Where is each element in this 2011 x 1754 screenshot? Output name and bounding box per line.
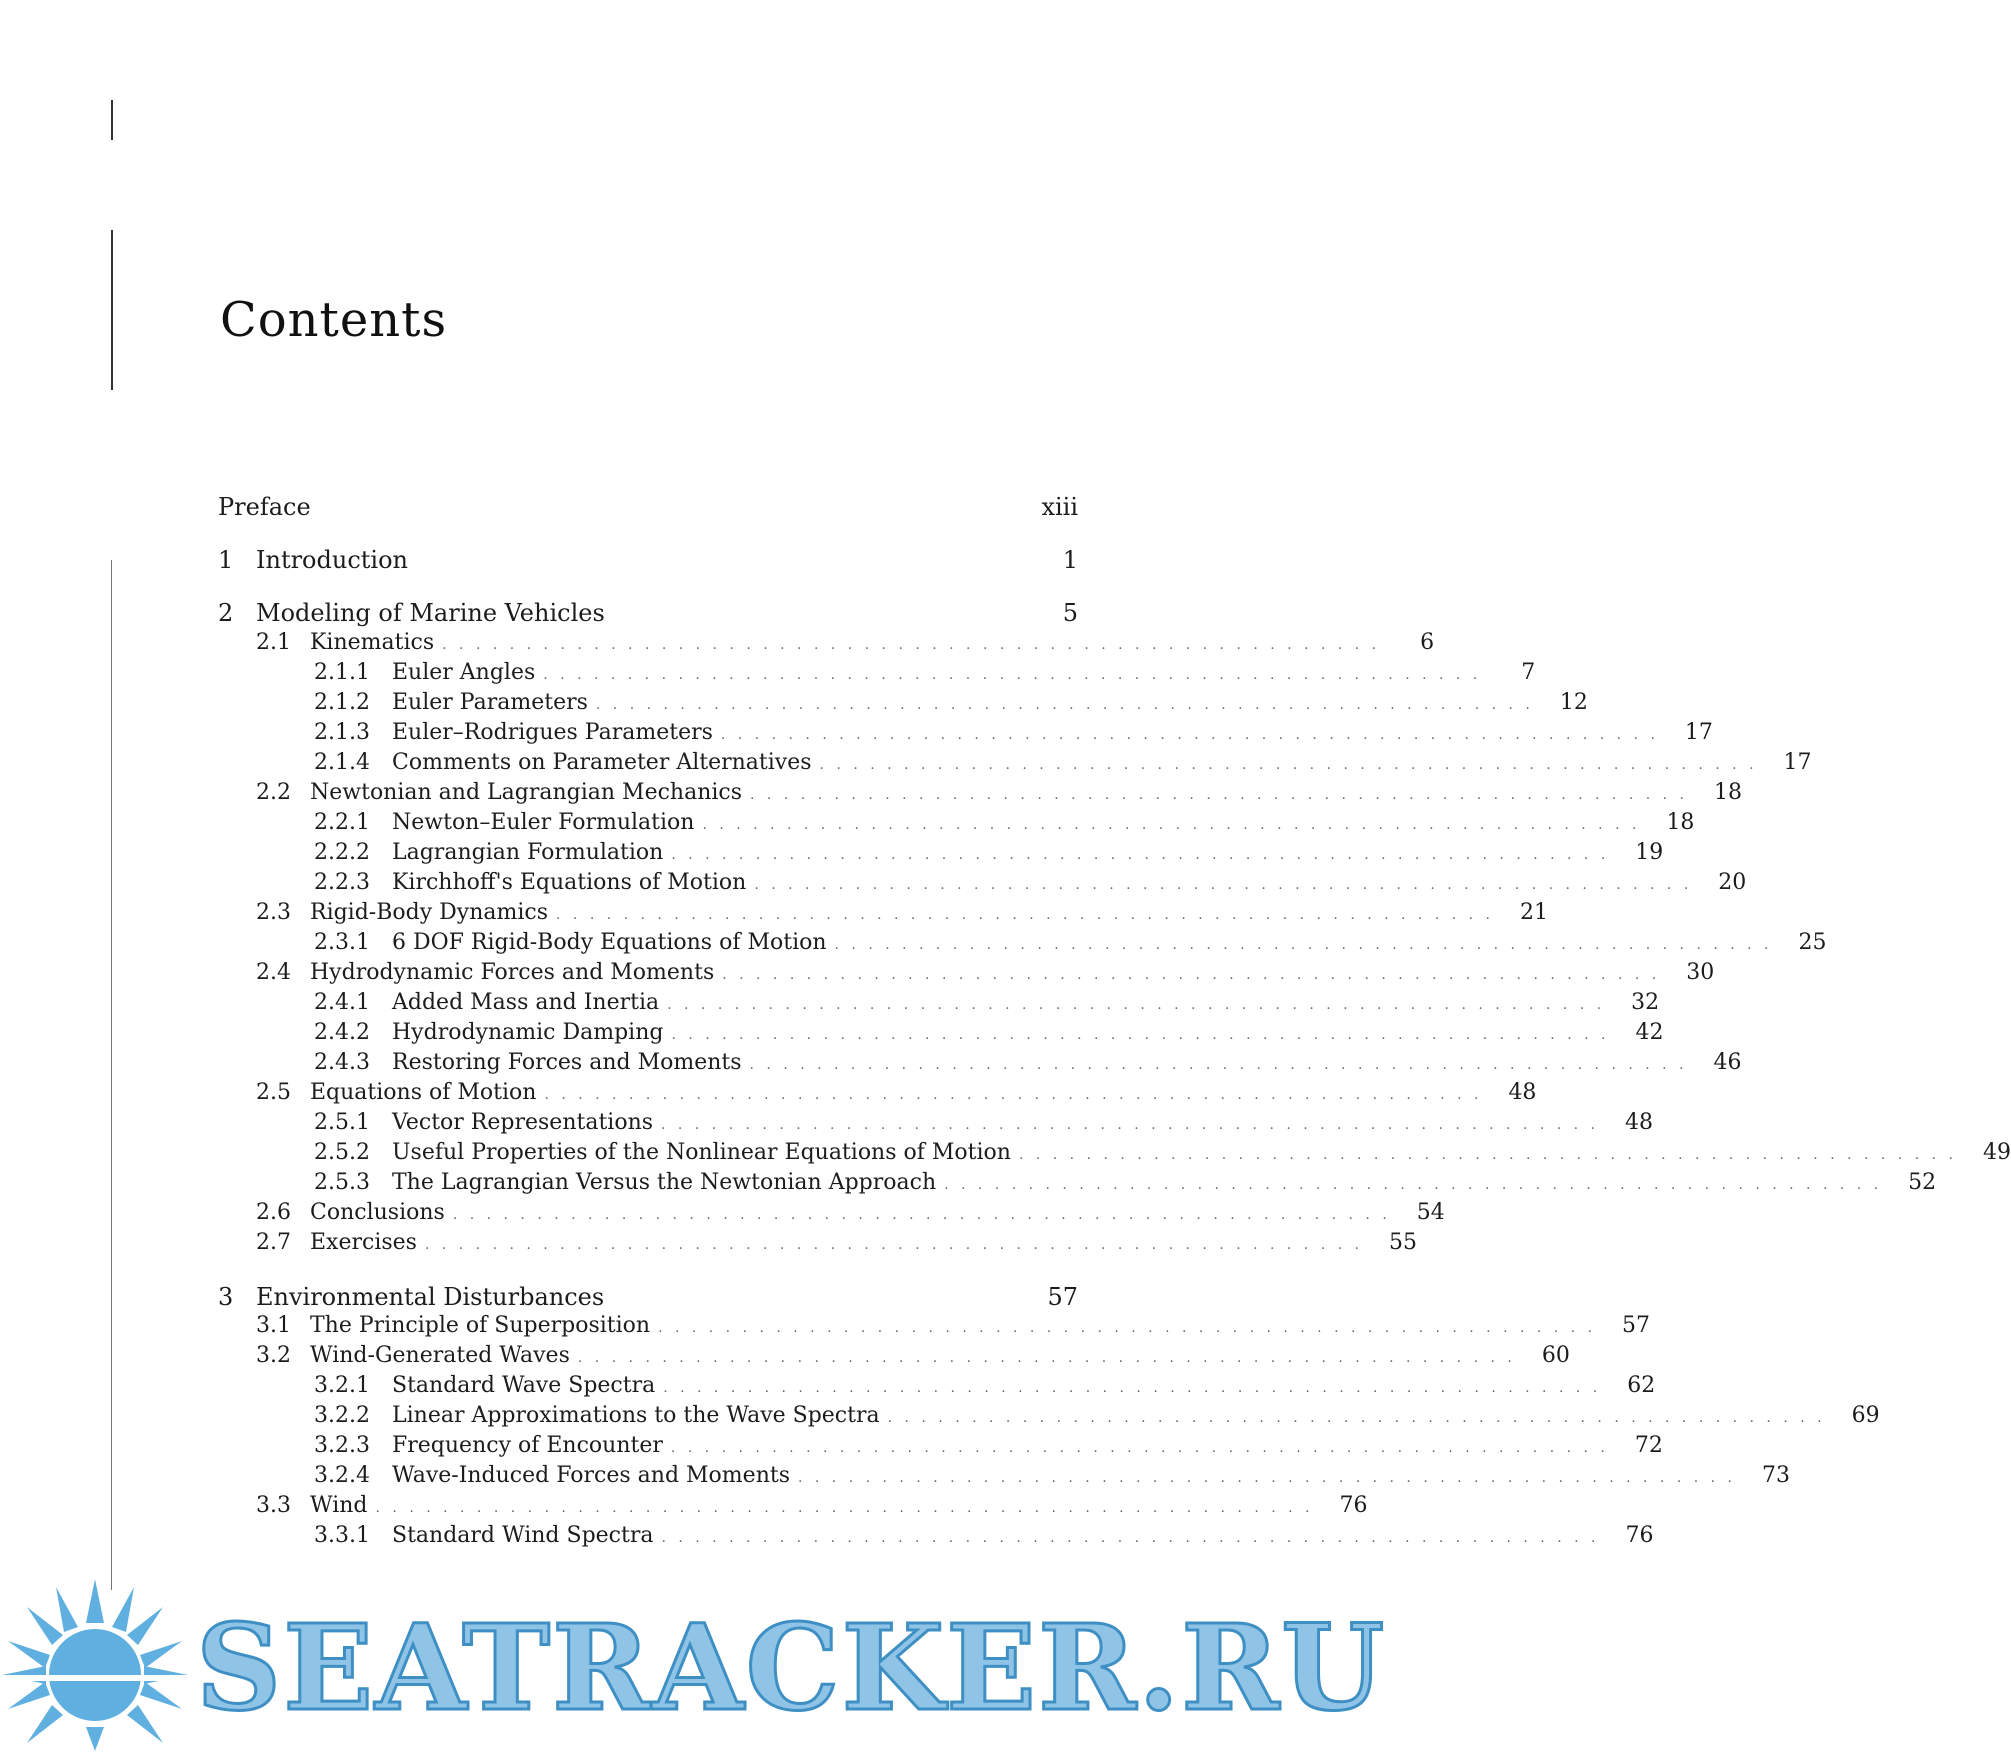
toc-entry-title: Equations of Motion bbox=[310, 1080, 537, 1105]
toc-leader-dots bbox=[835, 937, 1773, 953]
toc-entry-number: 2.2.1 bbox=[314, 810, 370, 835]
toc-leader-dots bbox=[376, 1500, 1314, 1516]
toc-page-number: 57 bbox=[1622, 1313, 1651, 1338]
toc-entry-number: 3.3.1 bbox=[314, 1523, 370, 1548]
toc-leader-dots bbox=[453, 1207, 1391, 1223]
toc-entry-title: Standard Wind Spectra bbox=[392, 1523, 654, 1548]
toc-subsection[interactable] bbox=[218, 750, 1812, 780]
toc-subsection[interactable] bbox=[218, 930, 1827, 960]
toc-entry-number: 2.2.2 bbox=[314, 840, 370, 865]
toc-page-number: 49 bbox=[1982, 1140, 2011, 1165]
toc-entry-title: Added Mass and Inertia bbox=[392, 990, 660, 1015]
toc-page-number: 62 bbox=[1627, 1373, 1656, 1398]
toc-leader-dots bbox=[543, 667, 1481, 683]
toc-section[interactable] bbox=[218, 900, 1548, 930]
toc-entry-title: Euler Angles bbox=[392, 660, 536, 685]
toc-section[interactable] bbox=[218, 1080, 1537, 1110]
toc-page-number: 76 bbox=[1625, 1523, 1654, 1548]
toc-entry-title: Hydrodynamic Damping bbox=[392, 1020, 664, 1045]
toc-leader-dots bbox=[671, 847, 1609, 863]
toc-page-number: 5 bbox=[1062, 599, 1078, 627]
toc-entry-number: 2.5.2 bbox=[314, 1140, 370, 1165]
toc-entry-number: 3.2.2 bbox=[314, 1403, 370, 1428]
toc-entry-title: Standard Wave Spectra bbox=[392, 1373, 656, 1398]
toc-entry-number: 2.4 bbox=[256, 960, 291, 985]
toc-entry-number: 2.3.1 bbox=[314, 930, 370, 955]
toc-entry-number: 2.4.3 bbox=[314, 1050, 370, 1075]
toc-subsection[interactable] bbox=[218, 810, 1695, 840]
toc-leader-dots bbox=[578, 1350, 1516, 1366]
toc-chapter[interactable] bbox=[218, 546, 1078, 576]
toc-leader-dots bbox=[888, 1410, 1826, 1426]
toc-section[interactable] bbox=[218, 630, 1435, 660]
toc-subsection[interactable] bbox=[218, 1373, 1656, 1403]
toc-entry-number: 2.2 bbox=[256, 780, 291, 805]
toc-entry-title: Linear Approximations to the Wave Spectra bbox=[392, 1403, 880, 1428]
toc-subsection[interactable] bbox=[218, 990, 1660, 1020]
toc-leader-dots bbox=[820, 757, 1758, 773]
sun-icon bbox=[0, 1575, 190, 1754]
toc-chapter-title: Environmental Disturbances bbox=[256, 1283, 605, 1311]
page-title: Contents bbox=[220, 292, 448, 348]
toc-entry-title: Newton–Euler Formulation bbox=[392, 810, 695, 835]
toc-entry-number: 3.3 bbox=[256, 1493, 291, 1518]
toc-chapter-number: 3 bbox=[218, 1283, 234, 1311]
toc-subsection[interactable] bbox=[218, 690, 1588, 720]
toc-page-number: 19 bbox=[1635, 840, 1664, 865]
toc-page-number: 73 bbox=[1761, 1463, 1790, 1488]
toc-page-number: 21 bbox=[1520, 900, 1548, 925]
toc-subsection[interactable] bbox=[218, 660, 1536, 690]
toc-entry-title: Frequency of Encounter bbox=[392, 1433, 663, 1458]
toc-leader-dots bbox=[1019, 1147, 1957, 1163]
toc-entry-number: 2.7 bbox=[256, 1230, 291, 1255]
toc-entry-number: 2.1.3 bbox=[314, 720, 370, 745]
toc-entry-title: Wave-Induced Forces and Moments bbox=[392, 1463, 790, 1488]
toc-entry-title: The Principle of Superposition bbox=[310, 1313, 651, 1338]
toc-page-number: 55 bbox=[1388, 1230, 1417, 1255]
toc-subsection[interactable] bbox=[218, 1140, 2011, 1170]
toc-page-number: 18 bbox=[1714, 780, 1742, 805]
toc-leader-dots bbox=[661, 1530, 1599, 1546]
toc-leader-dots bbox=[798, 1470, 1736, 1486]
toc-entry-number: 2.3 bbox=[256, 900, 291, 925]
toc-entry-title: Restoring Forces and Moments bbox=[392, 1050, 742, 1075]
toc-subsection[interactable] bbox=[218, 1403, 1880, 1433]
toc-page-number: 20 bbox=[1718, 870, 1747, 895]
toc-entry-title: Exercises bbox=[310, 1230, 417, 1255]
toc-chapter[interactable] bbox=[218, 599, 1078, 629]
toc-section[interactable] bbox=[218, 960, 1715, 990]
toc-leader-dots bbox=[702, 817, 1640, 833]
toc-chapter-title: Introduction bbox=[256, 546, 408, 574]
toc-entry-number: 3.2.4 bbox=[314, 1463, 370, 1488]
toc-leader-dots bbox=[596, 697, 1534, 713]
toc-section[interactable] bbox=[218, 1313, 1651, 1343]
toc-entry-title: Kirchhoff's Equations of Motion bbox=[392, 870, 747, 895]
toc-subsection[interactable] bbox=[218, 1020, 1664, 1050]
toc-leader-dots bbox=[661, 1117, 1599, 1133]
toc-entry-title: Wind-Generated Waves bbox=[310, 1343, 570, 1368]
toc-leader-dots bbox=[721, 727, 1659, 743]
toc-entry-number: 2.4.1 bbox=[314, 990, 370, 1015]
toc-subsection[interactable] bbox=[218, 1463, 1790, 1493]
toc-page-number: 76 bbox=[1339, 1493, 1368, 1518]
toc-page-number: 57 bbox=[1047, 1283, 1078, 1311]
toc-page-number: 32 bbox=[1631, 990, 1660, 1015]
toc-section[interactable] bbox=[218, 1200, 1445, 1230]
toc-entry-number: 2.6 bbox=[256, 1200, 291, 1225]
toc-leader-dots bbox=[663, 1380, 1601, 1396]
toc-subsection[interactable] bbox=[218, 720, 1713, 750]
toc-page-number: 12 bbox=[1559, 690, 1588, 715]
toc-page-number: 6 bbox=[1420, 630, 1435, 655]
toc-entry-number: 2.5 bbox=[256, 1080, 291, 1105]
toc-section[interactable] bbox=[218, 780, 1742, 810]
toc-entry-title: Lagrangian Formulation bbox=[392, 840, 664, 865]
watermark-text: SEATRACKER.RU bbox=[196, 1598, 1387, 1737]
toc-chapter-title: Modeling of Marine Vehicles bbox=[256, 599, 605, 627]
scan-edge-mark bbox=[111, 230, 113, 390]
toc-leader-dots bbox=[544, 1087, 1482, 1103]
toc-chapter-number: 1 bbox=[218, 546, 234, 574]
toc-leader-dots bbox=[425, 1237, 1363, 1253]
toc-page-number: 18 bbox=[1666, 810, 1695, 835]
toc-leader-dots bbox=[754, 877, 1692, 893]
toc-entry-title: Wind bbox=[310, 1493, 368, 1518]
toc-entry-title: Rigid-Body Dynamics bbox=[310, 900, 549, 925]
scan-edge-mark bbox=[111, 100, 113, 140]
scan-edge-mark bbox=[111, 560, 112, 1590]
toc-entry-number: 2.1 bbox=[256, 630, 291, 655]
toc-section[interactable] bbox=[218, 1493, 1368, 1523]
toc-entry-title: Euler–Rodrigues Parameters bbox=[392, 720, 713, 745]
toc-leader-dots bbox=[750, 1057, 1688, 1073]
toc-subsection[interactable] bbox=[218, 1050, 1742, 1080]
toc-page-number: 69 bbox=[1851, 1403, 1880, 1428]
toc-entry-title: Kinematics bbox=[310, 630, 435, 655]
toc-page-number: 46 bbox=[1713, 1050, 1742, 1075]
toc-preface-label: Preface bbox=[218, 493, 311, 521]
toc-leader-dots bbox=[667, 997, 1605, 1013]
toc-subsection[interactable] bbox=[218, 1170, 1937, 1200]
toc-page-number: 7 bbox=[1521, 660, 1536, 685]
toc-page-number: 17 bbox=[1783, 750, 1812, 775]
toc-page-number: 52 bbox=[1908, 1170, 1937, 1195]
toc-entry-number: 2.1.1 bbox=[314, 660, 370, 685]
toc-leader-dots bbox=[658, 1320, 1596, 1336]
toc-leader-dots bbox=[556, 907, 1494, 923]
toc-page-number: xiii bbox=[1041, 493, 1078, 521]
toc-entry-title: Comments on Parameter Alternatives bbox=[392, 750, 812, 775]
toc-leader-dots bbox=[944, 1177, 1882, 1193]
toc-entry-number: 2.5.1 bbox=[314, 1110, 370, 1135]
toc-subsection[interactable] bbox=[218, 840, 1664, 870]
toc-entry-number: 2.1.4 bbox=[314, 750, 370, 775]
toc-section[interactable] bbox=[218, 1343, 1570, 1373]
toc-preface[interactable] bbox=[218, 493, 1078, 523]
toc-subsection[interactable] bbox=[218, 870, 1747, 900]
toc-entry-number: 3.2.1 bbox=[314, 1373, 370, 1398]
toc-page-number: 17 bbox=[1684, 720, 1713, 745]
toc-leader-dots bbox=[671, 1440, 1609, 1456]
toc-entry-title: Useful Properties of the Nonlinear Equations of Motion bbox=[392, 1140, 1011, 1165]
toc-entry-number: 2.1.2 bbox=[314, 690, 370, 715]
toc-entry-title: Newtonian and Lagrangian Mechanics bbox=[310, 780, 743, 805]
toc-page-number: 48 bbox=[1625, 1110, 1654, 1135]
toc-section[interactable] bbox=[218, 1230, 1417, 1260]
toc-leader-dots bbox=[671, 1027, 1609, 1043]
toc-page-number: 72 bbox=[1634, 1433, 1663, 1458]
toc-chapter[interactable] bbox=[218, 1283, 1078, 1313]
toc-page-number: 25 bbox=[1798, 930, 1827, 955]
toc-entry-title: Euler Parameters bbox=[392, 690, 588, 715]
toc-page-number: 1 bbox=[1062, 546, 1078, 574]
toc-entry-number: 3.2 bbox=[256, 1343, 291, 1368]
toc-page-number: 42 bbox=[1635, 1020, 1664, 1045]
toc-chapter-number: 2 bbox=[218, 599, 234, 627]
toc-entry-title: Hydrodynamic Forces and Moments bbox=[310, 960, 715, 985]
toc-subsection[interactable] bbox=[218, 1433, 1663, 1463]
toc-entry-number: 3.1 bbox=[256, 1313, 291, 1338]
toc-entry-title: 6 DOF Rigid-Body Equations of Motion bbox=[392, 930, 827, 955]
toc-entry-number: 2.4.2 bbox=[314, 1020, 370, 1045]
toc-leader-dots bbox=[722, 967, 1660, 983]
toc-subsection[interactable] bbox=[218, 1110, 1654, 1140]
toc-subsection[interactable] bbox=[218, 1523, 1654, 1553]
toc-entry-number: 2.2.3 bbox=[314, 870, 370, 895]
toc-entry-title: Vector Representations bbox=[392, 1110, 654, 1135]
toc-entry-title: The Lagrangian Versus the Newtonian Approach bbox=[392, 1170, 937, 1195]
toc-entry-number: 3.2.3 bbox=[314, 1433, 370, 1458]
toc-leader-dots bbox=[750, 787, 1688, 803]
toc-entry-title: Conclusions bbox=[310, 1200, 445, 1225]
toc-page-number: 30 bbox=[1686, 960, 1715, 985]
toc-page-number: 54 bbox=[1416, 1200, 1445, 1225]
toc-page-number: 48 bbox=[1508, 1080, 1537, 1105]
toc-leader-dots bbox=[442, 637, 1380, 653]
toc-entry-number: 2.5.3 bbox=[314, 1170, 370, 1195]
toc-page-number: 60 bbox=[1541, 1343, 1570, 1368]
